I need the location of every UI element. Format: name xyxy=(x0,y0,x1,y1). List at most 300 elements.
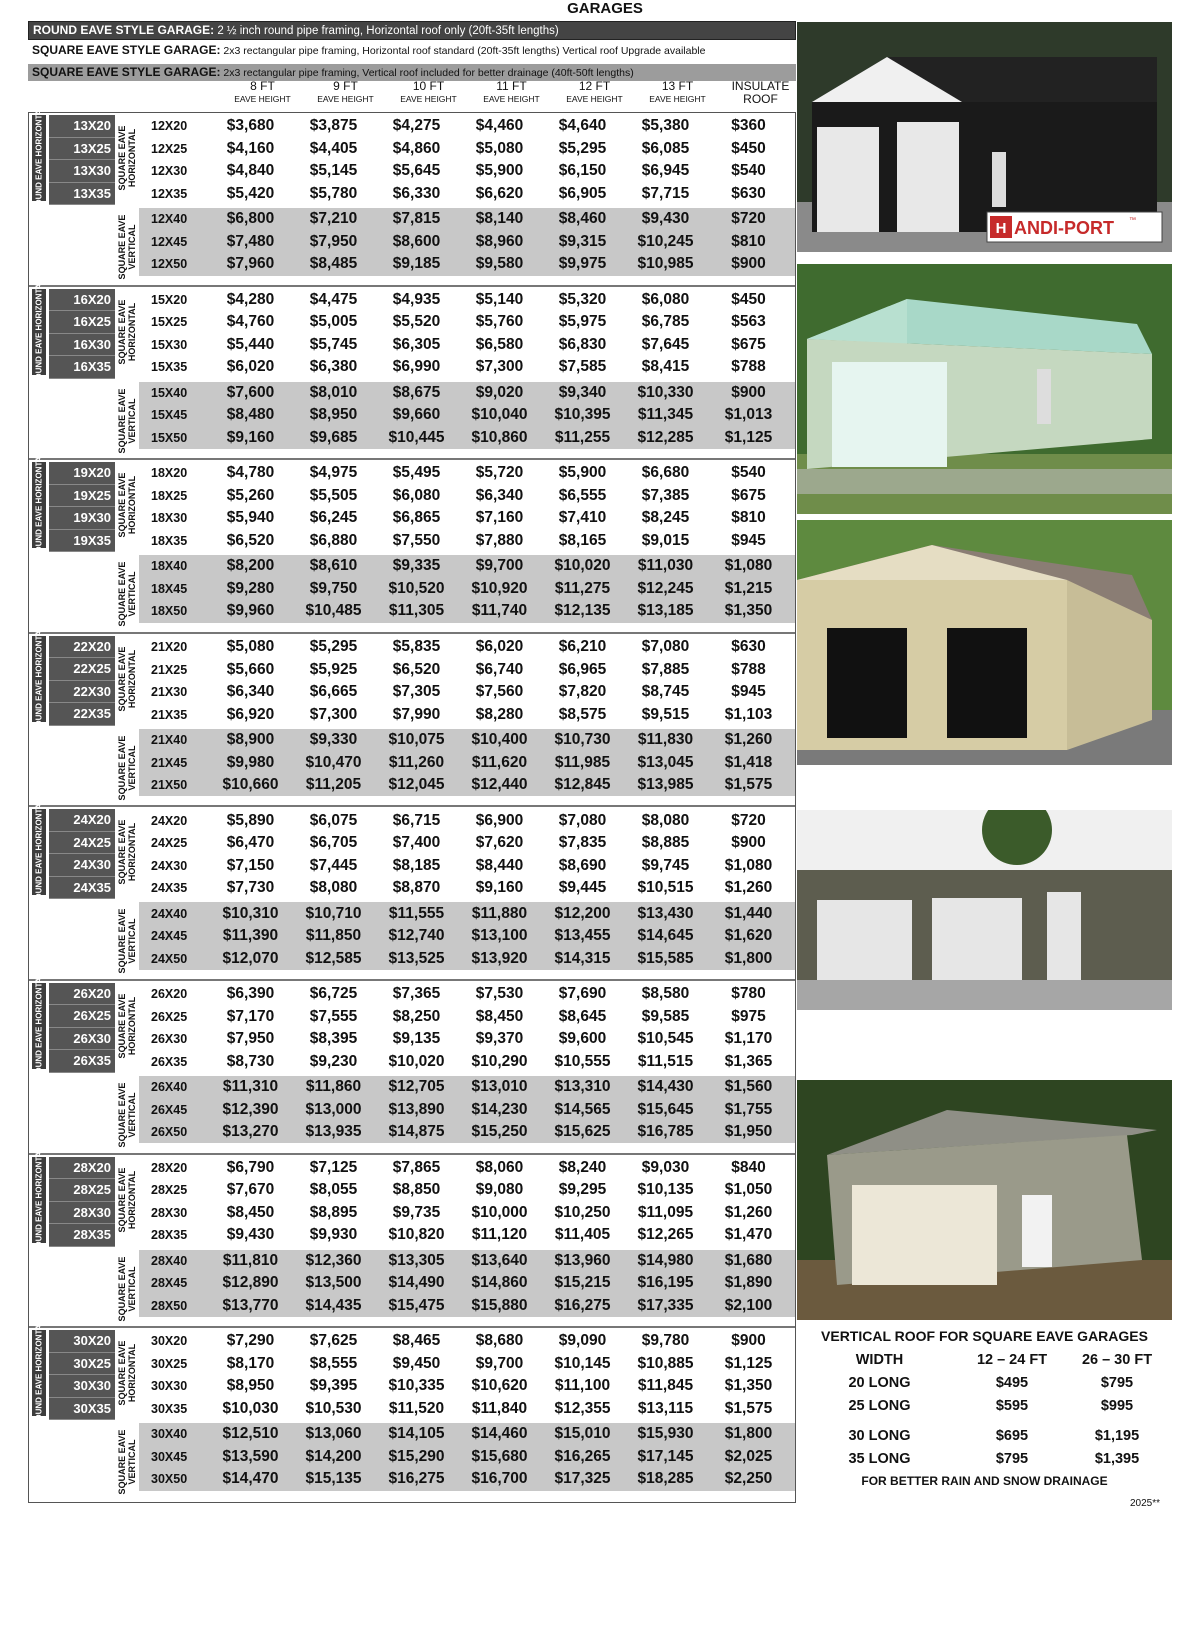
price-cell: $7,290 xyxy=(226,1332,275,1350)
price-cell: $1,013 xyxy=(724,406,773,424)
price-cell: $10,030 xyxy=(222,1399,279,1417)
price-cell: $1,800 xyxy=(724,1425,773,1443)
price-cell: $5,260 xyxy=(226,486,275,504)
price-cell: $15,880 xyxy=(471,1296,528,1314)
square-eave-vertical-description: SQUARE EAVE STYLE GARAGE: 2x3 rectangular pipe framing, Vertical roof included for better drainage (40ft-50ft lengths) xyxy=(28,64,796,81)
price-cell: $11,305 xyxy=(388,602,445,620)
round-eave-size: 16X25 xyxy=(49,311,115,334)
price-cell: $10,520 xyxy=(388,579,445,597)
price-cell: $8,465 xyxy=(392,1332,441,1350)
price-cell: $10,135 xyxy=(637,1181,694,1199)
price-cell: $13,920 xyxy=(471,949,528,967)
price-cell: $13,185 xyxy=(637,602,694,620)
price-row xyxy=(139,1157,795,1180)
vertical-roof-title: VERTICAL ROOF FOR SQUARE EAVE GARAGES xyxy=(821,1328,1148,1344)
price-cell: $9,080 xyxy=(475,1181,524,1199)
price-row xyxy=(139,1250,795,1273)
square-eave-vertical-label: SQUARE EAVE VERTICAL xyxy=(117,388,137,454)
row-size-label: 26X50 xyxy=(151,1125,188,1140)
price-cell: $10,860 xyxy=(471,428,528,446)
price-cell: $5,925 xyxy=(309,660,358,678)
price-row xyxy=(139,115,795,138)
price-cell: $6,020 xyxy=(226,358,275,376)
price-cell: $1,575 xyxy=(724,776,773,794)
price-cell: $16,275 xyxy=(388,1470,445,1488)
round-eave-size: 28X30 xyxy=(49,1202,115,1225)
price-cell: $3,875 xyxy=(309,117,358,135)
price-cell: $8,680 xyxy=(475,1332,524,1350)
price-cell: $8,480 xyxy=(226,406,275,424)
price-row xyxy=(139,636,795,659)
price-cell: $450 xyxy=(731,290,766,308)
price-cell: $8,450 xyxy=(475,1007,524,1025)
column-header: 8 FT EAVE HEIGHT xyxy=(234,79,291,104)
price-cell: $12,045 xyxy=(388,776,445,794)
price-cell: $810 xyxy=(731,232,766,250)
price-cell: $5,760 xyxy=(475,313,524,331)
price-cell: $10,000 xyxy=(471,1203,528,1221)
price-cell: $15,475 xyxy=(388,1296,445,1314)
price-row xyxy=(139,1005,795,1028)
vertical-roof-row: 20 LONG $495 $795 xyxy=(848,1374,1134,1391)
price-cell: $9,700 xyxy=(475,1354,524,1372)
row-size-label: 26X20 xyxy=(151,987,188,1002)
row-size-label: 24X35 xyxy=(151,881,188,896)
price-row xyxy=(139,253,795,276)
round-eave-size: 16X20 xyxy=(49,289,115,312)
price-cell: $11,880 xyxy=(471,904,528,922)
price-cell: $7,400 xyxy=(392,834,441,852)
vertical-roof-row: 35 LONG $795 $1,395 xyxy=(848,1450,1140,1467)
price-cell: $10,330 xyxy=(637,383,694,401)
price-cell: $675 xyxy=(731,335,766,353)
price-cell: $12,245 xyxy=(637,579,694,597)
price-cell: $840 xyxy=(731,1158,766,1176)
price-cell: $14,315 xyxy=(554,949,611,967)
price-cell: $9,600 xyxy=(558,1030,607,1048)
price-cell: $7,160 xyxy=(475,509,524,527)
garage-photo-2 xyxy=(797,264,1172,514)
price-cell: $11,205 xyxy=(305,776,362,794)
price-cell: $13,045 xyxy=(637,753,694,771)
price-cell: $6,075 xyxy=(309,811,358,829)
price-cell: $6,150 xyxy=(558,162,607,180)
price-row xyxy=(139,703,795,726)
price-cell: $5,835 xyxy=(392,638,441,656)
price-row xyxy=(139,1353,795,1376)
price-cell: $10,710 xyxy=(305,904,362,922)
price-cell: $14,565 xyxy=(554,1100,611,1118)
price-cell: $5,780 xyxy=(309,184,358,202)
vertical-roof-row: 25 LONG $595 $995 xyxy=(848,1397,1134,1414)
price-cell: $6,330 xyxy=(392,184,441,202)
price-cell: $6,080 xyxy=(641,290,690,308)
price-cell: $5,660 xyxy=(226,660,275,678)
price-cell: $5,900 xyxy=(558,464,607,482)
round-eave-labels xyxy=(29,972,116,1153)
price-cell: $12,440 xyxy=(471,776,528,794)
price-cell: $4,860 xyxy=(392,139,441,157)
price-cell: $6,520 xyxy=(226,531,275,549)
row-size-label: 12X35 xyxy=(151,186,188,201)
price-cell: $8,140 xyxy=(475,210,524,228)
price-cell: $15,680 xyxy=(471,1447,528,1465)
price-cell: $2,100 xyxy=(724,1296,773,1314)
price-cell: $10,290 xyxy=(471,1052,528,1070)
price-row xyxy=(139,183,795,206)
price-cell: $12,705 xyxy=(388,1078,445,1096)
row-size-label: 28X45 xyxy=(151,1276,188,1291)
round-eave-band: ROUND EAVE HORIZONTAL xyxy=(32,115,46,201)
price-cell: $8,165 xyxy=(558,531,607,549)
price-cell: $13,000 xyxy=(305,1100,362,1118)
price-cell: $6,305 xyxy=(392,335,441,353)
price-cell: $5,380 xyxy=(641,117,690,135)
price-cell: $6,920 xyxy=(226,705,275,723)
column-header: 13 FT EAVE HEIGHT xyxy=(649,79,706,104)
price-cell: $11,840 xyxy=(471,1399,528,1417)
price-row xyxy=(139,1272,795,1295)
price-cell: $7,560 xyxy=(475,683,524,701)
price-cell: $6,380 xyxy=(309,358,358,376)
price-cell: $9,745 xyxy=(641,856,690,874)
price-cell: $11,095 xyxy=(637,1203,694,1221)
price-row xyxy=(139,555,795,578)
price-cell: $1,260 xyxy=(724,879,773,897)
price-cell: $10,660 xyxy=(222,776,279,794)
price-row xyxy=(139,1098,795,1121)
square-eave-horizontal-label: SQUARE EAVE HORIZONTAL xyxy=(117,299,137,365)
price-row xyxy=(139,1179,795,1202)
row-size-label: 30X25 xyxy=(151,1356,188,1371)
round-eave-size: 24X30 xyxy=(49,854,115,877)
price-cell: $780 xyxy=(731,985,766,1003)
price-cell: $7,385 xyxy=(641,486,690,504)
square-eave-vertical-label: SQUARE EAVE VERTICAL xyxy=(117,735,137,801)
price-row xyxy=(139,947,795,970)
price-cell: $8,575 xyxy=(558,705,607,723)
square-eave-vertical-label: SQUARE EAVE VERTICAL xyxy=(117,561,137,627)
price-cell: $10,885 xyxy=(637,1354,694,1372)
price-row xyxy=(139,1224,795,1247)
price-cell: $1,125 xyxy=(724,428,773,446)
row-size-label: 21X45 xyxy=(151,755,188,770)
price-cell: $9,160 xyxy=(475,879,524,897)
price-cell: $11,520 xyxy=(388,1399,445,1417)
price-cell: $4,760 xyxy=(226,313,275,331)
price-cell: $6,865 xyxy=(392,509,441,527)
round-eave-size: 19X30 xyxy=(49,507,115,530)
price-cell: $9,930 xyxy=(309,1226,358,1244)
price-cell: $6,800 xyxy=(226,210,275,228)
price-cell: $18,285 xyxy=(637,1470,694,1488)
row-size-label: 15X45 xyxy=(151,408,188,423)
price-cell: $11,390 xyxy=(222,927,279,945)
price-cell: $9,160 xyxy=(226,428,275,446)
price-cell: $9,780 xyxy=(641,1332,690,1350)
round-eave-size: 19X35 xyxy=(49,530,115,553)
price-row xyxy=(139,485,795,508)
price-cell: $12,265 xyxy=(637,1226,694,1244)
price-cell: $8,960 xyxy=(475,232,524,250)
price-cell: $6,900 xyxy=(475,811,524,829)
price-cell: $6,965 xyxy=(558,660,607,678)
price-cell: $4,280 xyxy=(226,290,275,308)
row-size-label: 26X25 xyxy=(151,1009,188,1024)
price-cell: $6,705 xyxy=(309,834,358,852)
price-cell: $13,935 xyxy=(305,1123,362,1141)
price-cell: $6,620 xyxy=(475,184,524,202)
price-cell: $9,230 xyxy=(309,1052,358,1070)
price-cell: $11,845 xyxy=(637,1377,694,1395)
vertical-roof-row: 30 LONG $695 $1,195 xyxy=(848,1427,1140,1444)
price-cell: $10,250 xyxy=(554,1203,611,1221)
square-eave-horizontal-label: SQUARE EAVE HORIZONTAL xyxy=(117,993,137,1059)
price-cell: $6,990 xyxy=(392,358,441,376)
square-eave-horizontal-description: SQUARE EAVE STYLE GARAGE: 2x3 rectangular pipe framing, Horizontal roof standard (20ft-35ft lengths) Vertical roof Upgrade available xyxy=(28,42,796,62)
price-cell: $17,145 xyxy=(637,1447,694,1465)
price-cell: $13,640 xyxy=(471,1251,528,1269)
square-eave-vertical-label: SQUARE EAVE VERTICAL xyxy=(117,1429,137,1495)
round-eave-size: 13X35 xyxy=(49,183,115,206)
price-cell: $5,440 xyxy=(226,335,275,353)
price-cell: $9,335 xyxy=(392,557,441,575)
price-cell: $13,500 xyxy=(305,1274,362,1292)
price-cell: $11,120 xyxy=(471,1226,528,1244)
price-cell: $1,050 xyxy=(724,1181,773,1199)
price-cell: $13,270 xyxy=(222,1123,279,1141)
price-cell: $4,460 xyxy=(475,117,524,135)
row-size-label: 28X25 xyxy=(151,1183,188,1198)
price-cell: $12,200 xyxy=(554,904,611,922)
price-cell: $7,865 xyxy=(392,1158,441,1176)
round-eave-size: 13X25 xyxy=(49,138,115,161)
row-size-label: 18X25 xyxy=(151,488,188,503)
price-row xyxy=(139,356,795,379)
price-cell: $6,740 xyxy=(475,660,524,678)
garage-photo-5 xyxy=(797,1080,1172,1320)
price-cell: $900 xyxy=(731,255,766,273)
price-cell: $12,740 xyxy=(388,927,445,945)
price-cell: $8,170 xyxy=(226,1354,275,1372)
price-row xyxy=(139,578,795,601)
price-cell: $8,460 xyxy=(558,210,607,228)
price-cell: $13,310 xyxy=(554,1078,611,1096)
price-row xyxy=(139,334,795,357)
square-eave-vertical-label: SQUARE EAVE VERTICAL xyxy=(117,1256,137,1321)
price-cell: $12,285 xyxy=(637,428,694,446)
round-eave-size: 19X25 xyxy=(49,485,115,508)
row-size-label: 12X30 xyxy=(151,164,188,179)
price-cell: $16,265 xyxy=(554,1447,611,1465)
price-cell: $9,015 xyxy=(641,531,690,549)
price-cell: $5,940 xyxy=(226,509,275,527)
price-row xyxy=(139,854,795,877)
price-cell: $7,410 xyxy=(558,509,607,527)
price-cell: $7,950 xyxy=(226,1030,275,1048)
price-cell: $7,885 xyxy=(641,660,690,678)
price-cell: $10,485 xyxy=(305,602,362,620)
price-cell: $7,960 xyxy=(226,255,275,273)
price-cell: $7,210 xyxy=(309,210,358,228)
price-cell: $9,430 xyxy=(226,1226,275,1244)
price-cell: $8,395 xyxy=(309,1030,358,1048)
price-cell: $1,170 xyxy=(724,1030,773,1048)
price-cell: $10,245 xyxy=(637,232,694,250)
price-cell: $563 xyxy=(731,313,766,331)
price-cell: $7,620 xyxy=(475,834,524,852)
price-cell: $720 xyxy=(731,210,766,228)
price-cell: $1,620 xyxy=(724,927,773,945)
row-size-label: 18X50 xyxy=(151,604,188,619)
price-cell: $7,600 xyxy=(226,383,275,401)
price-row xyxy=(139,1446,795,1469)
round-eave-labels xyxy=(29,104,116,285)
price-cell: $15,625 xyxy=(554,1123,611,1141)
price-cell: $13,430 xyxy=(637,904,694,922)
price-cell: $9,580 xyxy=(475,255,524,273)
price-cell: $6,785 xyxy=(641,313,690,331)
row-size-label: 21X25 xyxy=(151,662,188,677)
round-eave-size: 22X25 xyxy=(49,658,115,681)
price-cell: $5,005 xyxy=(309,313,358,331)
price-cell: $11,515 xyxy=(637,1052,694,1070)
price-row xyxy=(139,1295,795,1318)
price-cell: $11,860 xyxy=(305,1078,362,1096)
price-cell: $14,435 xyxy=(305,1296,362,1314)
price-cell: $11,985 xyxy=(554,753,611,771)
price-cell: $7,445 xyxy=(309,856,358,874)
price-cell: $675 xyxy=(731,486,766,504)
price-row xyxy=(139,681,795,704)
price-cell: $7,365 xyxy=(392,985,441,1003)
price-cell: $9,980 xyxy=(226,753,275,771)
price-row xyxy=(139,208,795,231)
price-cell: $16,275 xyxy=(554,1296,611,1314)
price-cell: $8,080 xyxy=(309,879,358,897)
price-cell: $7,300 xyxy=(309,705,358,723)
price-cell: $14,645 xyxy=(637,927,694,945)
price-cell: $1,560 xyxy=(724,1078,773,1096)
price-cell: $13,305 xyxy=(388,1251,445,1269)
price-cell: $6,245 xyxy=(309,509,358,527)
price-row xyxy=(139,1330,795,1353)
round-eave-labels xyxy=(29,278,116,459)
price-cell: $11,260 xyxy=(388,753,445,771)
round-eave-size: 30X30 xyxy=(49,1375,115,1398)
price-row xyxy=(139,138,795,161)
price-cell: $8,250 xyxy=(392,1007,441,1025)
row-size-label: 21X20 xyxy=(151,640,188,655)
price-cell: $2,025 xyxy=(724,1447,773,1465)
price-cell: $9,395 xyxy=(309,1377,358,1395)
row-size-label: 26X45 xyxy=(151,1102,188,1117)
price-cell: $11,830 xyxy=(637,731,694,749)
size-group xyxy=(29,972,795,1155)
price-cell: $14,470 xyxy=(222,1470,279,1488)
price-cell: $8,600 xyxy=(392,232,441,250)
row-size-label: 12X25 xyxy=(151,141,188,156)
price-cell: $14,490 xyxy=(388,1274,445,1292)
price-cell: $10,075 xyxy=(388,731,445,749)
price-cell: $5,520 xyxy=(392,313,441,331)
square-eave-horizontal-label: SQUARE EAVE HORIZONTAL xyxy=(117,125,137,191)
price-row xyxy=(139,530,795,553)
price-row xyxy=(139,751,795,774)
price-cell: $900 xyxy=(731,1332,766,1350)
square-eave-horizontal-label: SQUARE EAVE HORIZONTAL xyxy=(117,1167,137,1232)
price-cell: $8,440 xyxy=(475,856,524,874)
round-eave-size: 24X20 xyxy=(49,809,115,832)
price-cell: $6,905 xyxy=(558,184,607,202)
price-row xyxy=(139,1050,795,1073)
round-eave-size: 28X35 xyxy=(49,1224,115,1247)
size-group xyxy=(29,104,795,287)
round-eave-size: 19X20 xyxy=(49,462,115,485)
price-cell: $8,010 xyxy=(309,383,358,401)
vertical-roof-header: WIDTH 12 – 24 FT 26 – 30 FT xyxy=(855,1351,1153,1368)
row-size-label: 18X20 xyxy=(151,466,188,481)
price-cell: $945 xyxy=(731,683,766,701)
round-eave-size: 16X35 xyxy=(49,356,115,379)
price-cell: $10,445 xyxy=(388,428,445,446)
price-cell: $945 xyxy=(731,531,766,549)
page-title: GARAGES xyxy=(567,0,643,17)
price-cell: $4,405 xyxy=(309,139,358,157)
row-size-label: 24X40 xyxy=(151,906,188,921)
price-cell: $7,150 xyxy=(226,856,275,874)
price-cell: $7,305 xyxy=(392,683,441,701)
price-cell: $10,555 xyxy=(554,1052,611,1070)
price-row xyxy=(139,658,795,681)
price-cell: $12,355 xyxy=(554,1399,611,1417)
price-cell: $13,985 xyxy=(637,776,694,794)
round-eave-size: 22X20 xyxy=(49,636,115,659)
price-row xyxy=(139,1468,795,1491)
row-size-label: 21X35 xyxy=(151,707,188,722)
price-cell: $5,080 xyxy=(226,638,275,656)
round-eave-labels xyxy=(29,1146,116,1327)
price-cell: $5,140 xyxy=(475,290,524,308)
price-cell: $5,720 xyxy=(475,464,524,482)
price-cell: $1,418 xyxy=(724,753,773,771)
price-cell: $7,670 xyxy=(226,1181,275,1199)
round-eave-band: ROUND EAVE HORIZONTAL xyxy=(32,636,46,722)
row-size-label: 28X20 xyxy=(151,1160,188,1175)
price-cell: $5,505 xyxy=(309,486,358,504)
price-cell: $9,660 xyxy=(392,406,441,424)
row-size-label: 21X30 xyxy=(151,685,188,700)
square-eave-horizontal-label: SQUARE EAVE HORIZONTAL xyxy=(117,1340,137,1406)
price-cell: $4,975 xyxy=(309,464,358,482)
drainage-note: FOR BETTER RAIN AND SNOW DRAINAGE xyxy=(861,1474,1108,1488)
price-cell: $6,555 xyxy=(558,486,607,504)
price-cell: $12,845 xyxy=(554,776,611,794)
round-eave-size: 30X20 xyxy=(49,1330,115,1353)
round-eave-labels xyxy=(29,451,116,632)
price-cell: $7,530 xyxy=(475,985,524,1003)
price-cell: $13,115 xyxy=(637,1399,694,1417)
price-cell: $5,890 xyxy=(226,811,275,829)
price-cell: $12,135 xyxy=(554,602,611,620)
price-cell: $6,085 xyxy=(641,139,690,157)
price-cell: $1,440 xyxy=(724,904,773,922)
price-cell: $12,890 xyxy=(222,1274,279,1292)
round-eave-size: 26X30 xyxy=(49,1028,115,1051)
price-cell: $10,620 xyxy=(471,1377,528,1395)
row-size-label: 30X40 xyxy=(151,1427,188,1442)
price-cell: $8,280 xyxy=(475,705,524,723)
